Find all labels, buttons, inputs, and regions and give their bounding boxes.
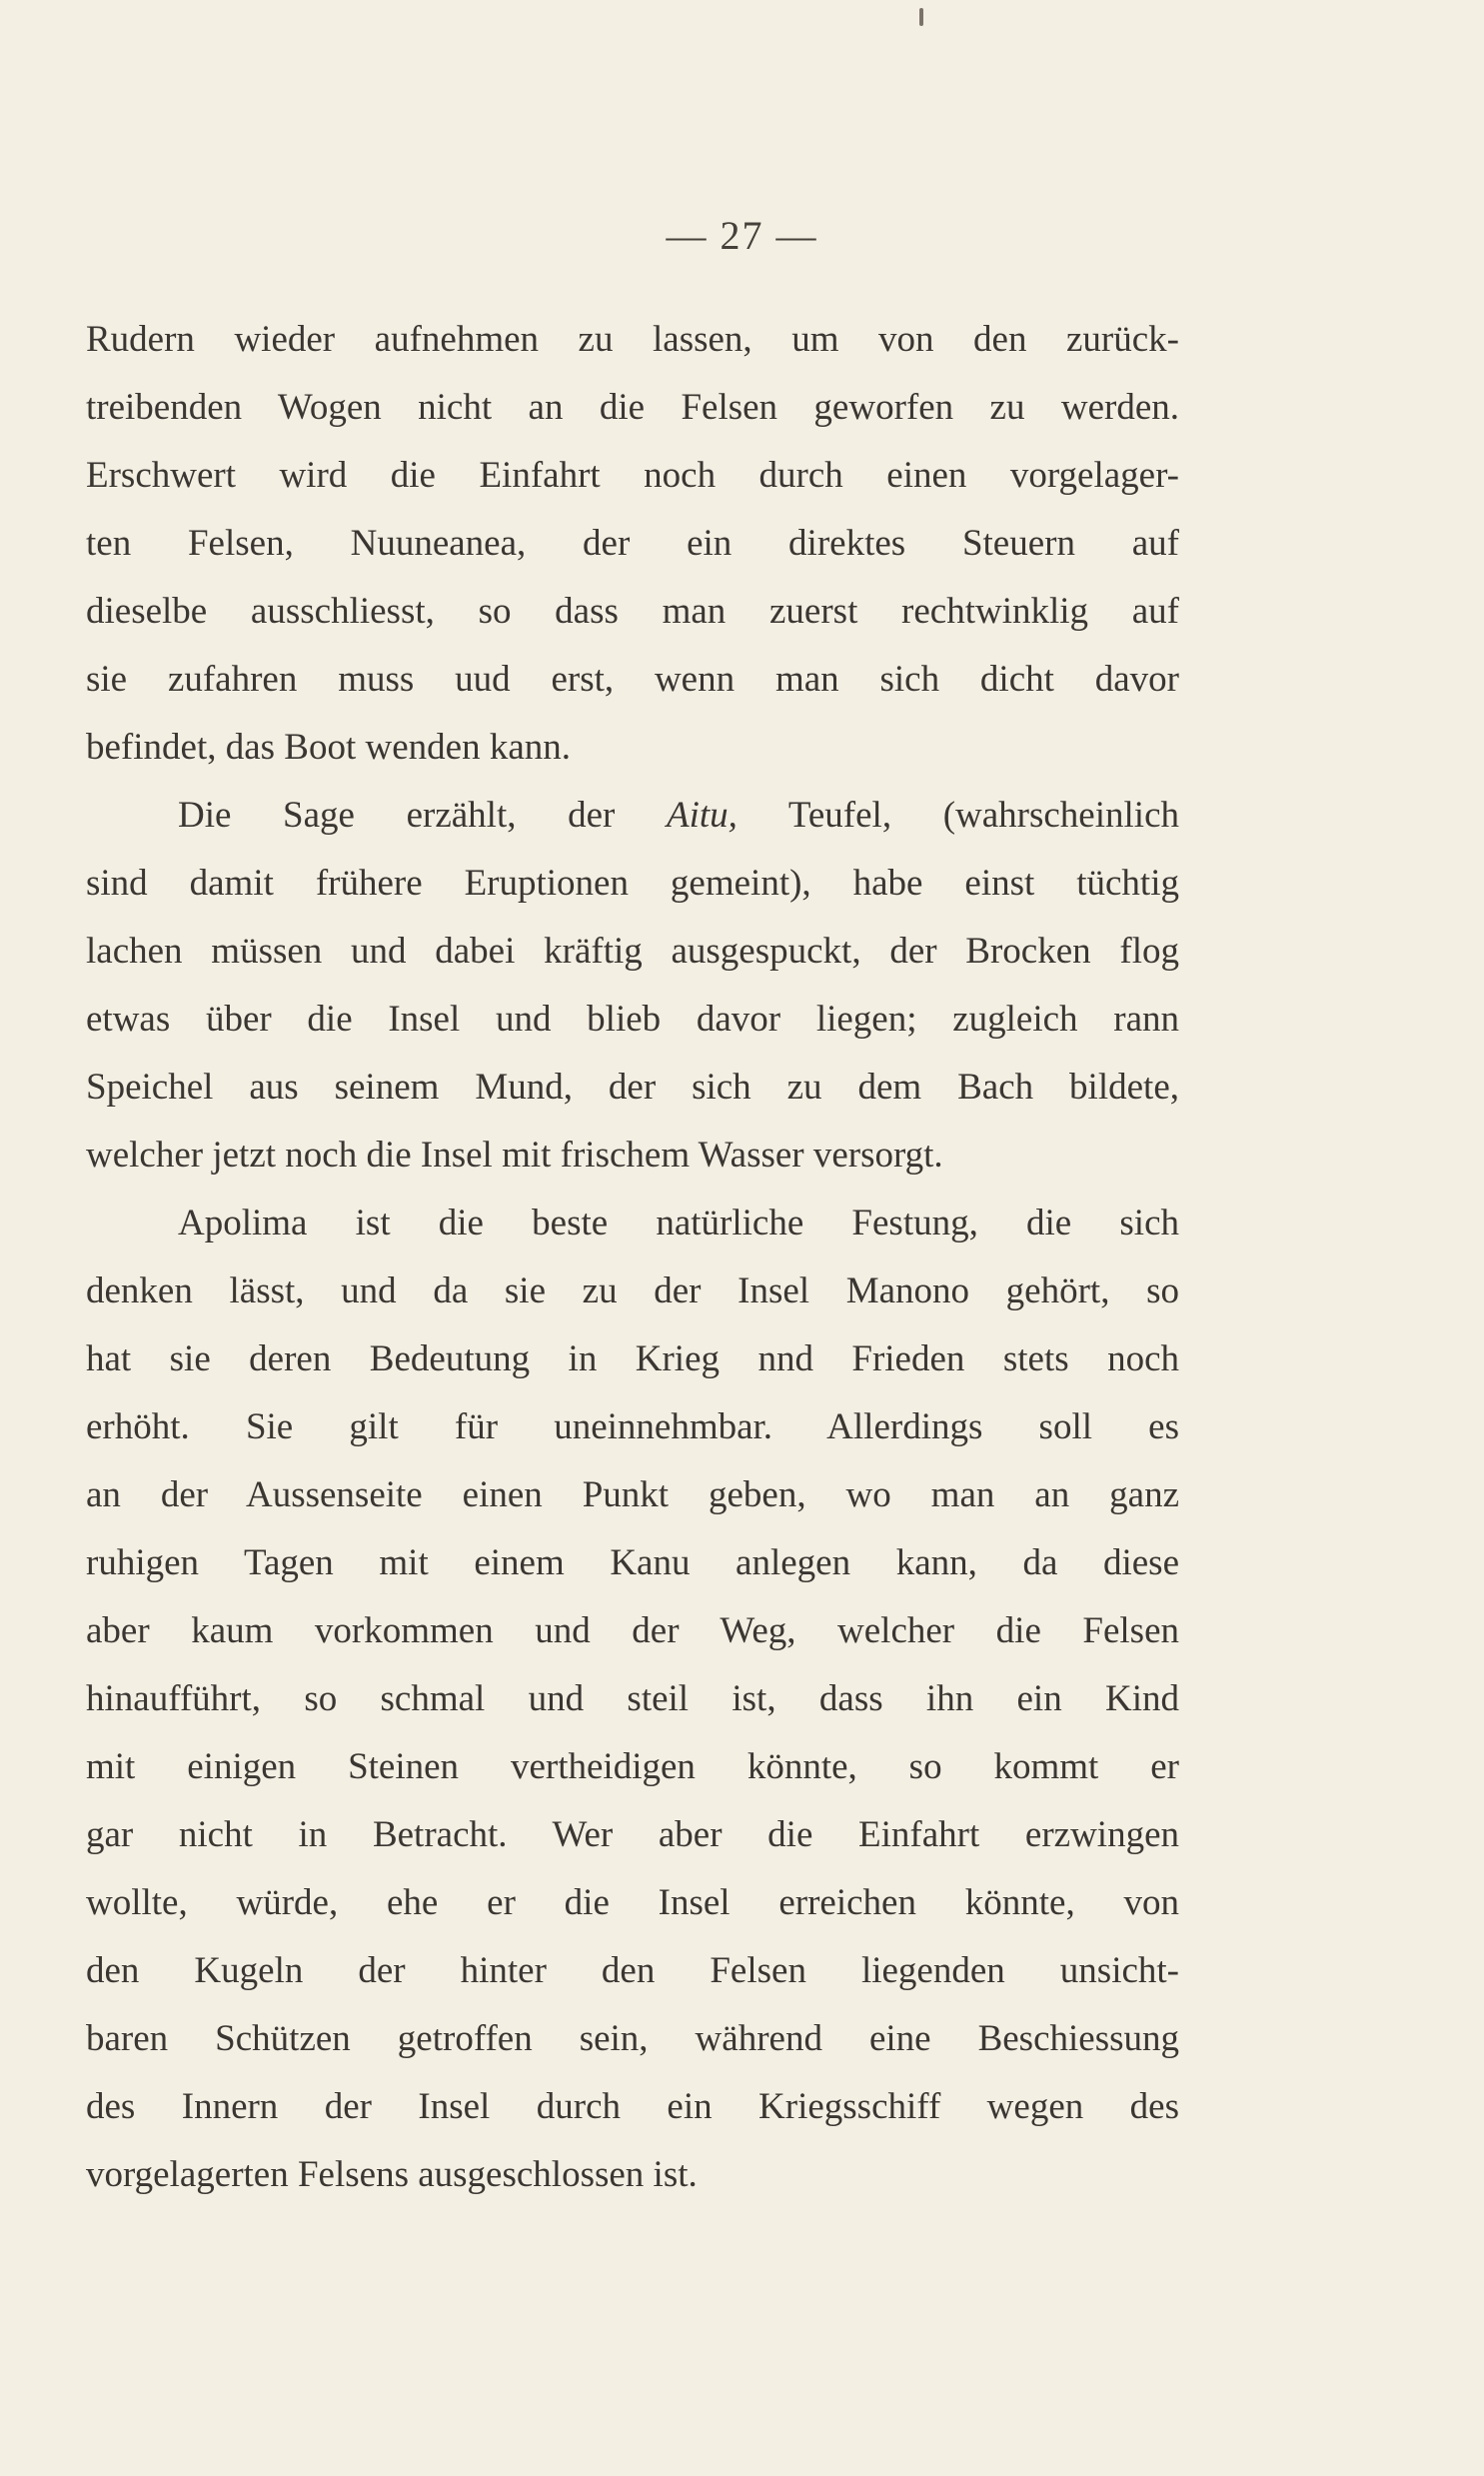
- text-line: erhöht. Sie gilt für uneinnehmbar. Allerdings soll es: [86, 1406, 1179, 1447]
- text-line: ten Felsen, Nuuneanea, der ein direktes Steuern auf: [86, 523, 1179, 564]
- text-line: mit einigen Steinen vertheidigen könnte, so kommt er: [86, 1746, 1179, 1787]
- page-number: — 27 —: [666, 213, 818, 258]
- text-line: gar nicht in Betracht. Wer aber die Einfahrt erzwingen: [86, 1814, 1179, 1855]
- text-line-first: [86, 782, 1179, 850]
- text-line: welcher jetzt noch die Insel mit frischem Wasser versorgt.: [86, 1135, 943, 1176]
- text-line: dieselbe ausschliesst, so dass man zuerst rechtwinklig auf: [86, 591, 1179, 632]
- text-line: Speichel aus seinem Mund, der sich zu dem Bach bildete,: [86, 1067, 1179, 1108]
- text-line: aber kaum vorkommen und der Weg, welcher die Felsen: [86, 1610, 1179, 1651]
- text-line: des Innern der Insel durch ein Kriegsschiff wegen des: [86, 2086, 1179, 2127]
- text-line: hinaufführt, so schmal und steil ist, dass ihn ein Kind: [86, 1678, 1179, 1719]
- text-line: etwas über die Insel und blieb davor liegen; zugleich rann: [86, 999, 1179, 1040]
- text-line: Erschwert wird die Einfahrt noch durch einen vorgelager-: [86, 455, 1179, 496]
- text-line-first: Apolima ist die beste natürliche Festung, die sich: [178, 1203, 1179, 1243]
- margin-mark: [919, 8, 923, 26]
- text-line: sind damit frühere Eruptionen gemeint), habe einst tüchtig: [86, 863, 1179, 904]
- italic-word: Aitu,: [666, 795, 738, 836]
- text-line: vorgelagerten Felsens ausgeschlossen ist.: [86, 2154, 698, 2195]
- text-line: Rudern wieder aufnehmen zu lassen, um von den zurück-: [86, 319, 1179, 360]
- text-line: denken lässt, und da sie zu der Insel Manono gehört, so: [86, 1270, 1179, 1311]
- text-line: wollte, würde, ehe er die Insel erreichen könnte, von: [86, 1882, 1179, 1923]
- text-line: den Kugeln der hinter den Felsen liegenden unsicht-: [86, 1950, 1179, 1991]
- text-line: baren Schützen getroffen sein, während eine Beschiessung: [86, 2018, 1179, 2059]
- text-line: treibenden Wogen nicht an die Felsen geworfen zu werden.: [86, 387, 1179, 428]
- text-line: an der Aussenseite einen Punkt geben, wo man an ganz: [86, 1474, 1179, 1515]
- body-text: [86, 306, 1179, 2209]
- text-line: ruhigen Tagen mit einem Kanu anlegen kann, da diese: [86, 1542, 1179, 1583]
- text-segment: Teufel, (wahrscheinlich: [737, 795, 1179, 836]
- text-line: befindet, das Boot wenden kann.: [86, 727, 571, 768]
- text-segment: Die Sage erzählt, der: [178, 795, 667, 836]
- text-line: sie zufahren muss uud erst, wenn man sich dicht davor: [86, 659, 1179, 700]
- text-line: lachen müssen und dabei kräftig ausgespuckt, der Brocken flog: [86, 931, 1179, 972]
- text-line: hat sie deren Bedeutung in Krieg nnd Frieden stets noch: [86, 1338, 1179, 1379]
